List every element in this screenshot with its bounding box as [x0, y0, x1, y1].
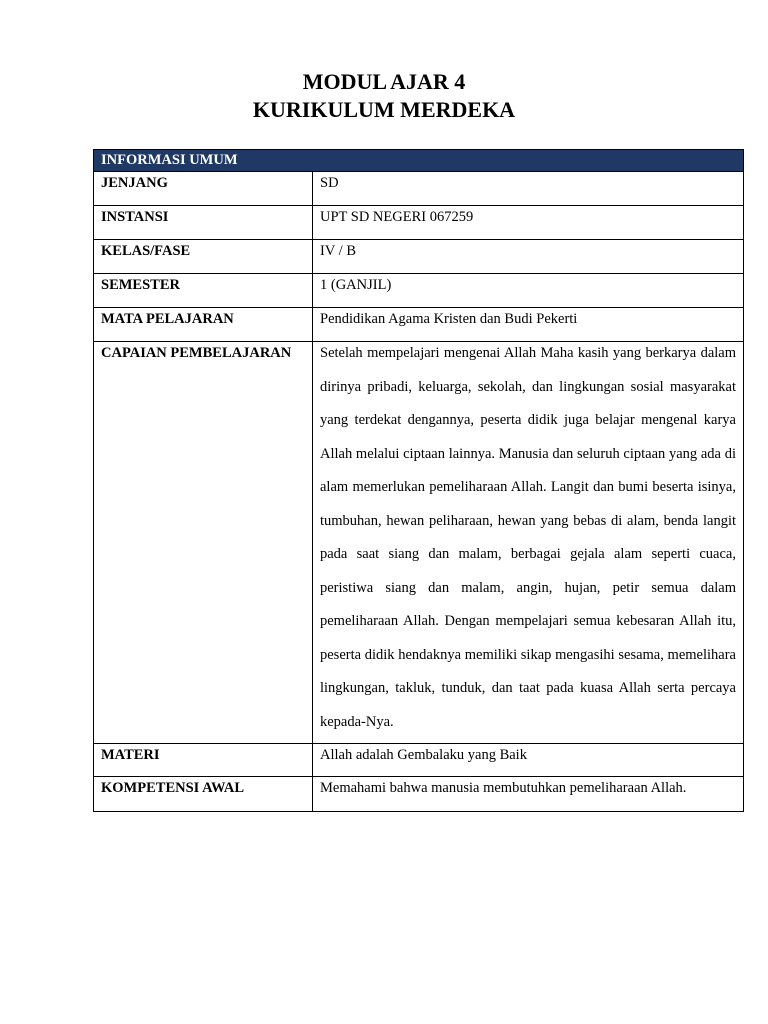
row-value-instansi: UPT SD NEGERI 067259	[313, 206, 744, 240]
document-title: MODUL AJAR 4	[302, 69, 466, 94]
table-header-row	[94, 150, 744, 172]
row-value-capaian-pembelajaran	[313, 342, 744, 744]
row-label-kompetensi-awal: KOMPETENSI AWAL	[94, 777, 313, 812]
table-header: INFORMASI UMUM	[94, 150, 744, 172]
row-label-kelas-fase: KELAS/FASE	[94, 240, 313, 274]
row-value-kompetensi-awal	[313, 777, 744, 812]
table-row	[94, 274, 744, 308]
row-label-capaian-pembelajaran: CAPAIAN PEMBELAJARAN	[94, 342, 313, 744]
capaian-paragraph: Setelah mempelajari mengenai Allah Maha kasih yang berkarya dalam dirinya pribadi, keluarga, sekolah, dan lingkungan sosial masyarakat yang terdekat dengannya, peserta didik juga belajar mengenal karya Allah melalui ciptaan lainnya. Manusia dan seluruh ciptaan yang ada di alam memerlukan pemeliharaan Allah. Langit dan bumi beserta isinya, tumbuhan, hewan peliharaan, hewan yang bebas di alam, benda langit pada saat siang dan malam, berbagai gejala alam seperti cuaca, peristiwa siang dan malam, angin, hujan, petir semua dalam pemeliharaan Allah. Dengan mempelajari semua kebesaran Allah itu, peserta didik hendaknya memiliki sikap mengasihi sesama, memelihara lingkungan, takluk, tunduk, dan taat pada kuasa Allah serta percaya kepada-Nya.	[320, 345, 736, 730]
row-label-mata-pelajaran: MATA PELAJARAN	[94, 308, 313, 342]
row-value-kelas-fase: IV / B	[313, 240, 744, 274]
general-info-table	[93, 149, 744, 812]
table-row	[94, 342, 744, 744]
table-row	[94, 240, 744, 274]
row-label-jenjang: JENJANG	[94, 172, 313, 206]
kompetensi-paragraph: Memahami bahwa manusia membutuhkan pemeliharaan Allah.	[320, 780, 687, 796]
row-label-materi: MATERI	[94, 744, 313, 777]
row-value-materi: Allah adalah Gembalaku yang Baik	[313, 744, 744, 777]
table-row	[94, 206, 744, 240]
table-row	[94, 777, 744, 812]
row-value-semester: 1 (GANJIL)	[313, 274, 744, 308]
table-row	[94, 172, 744, 206]
row-value-jenjang: SD	[313, 172, 744, 206]
document-subtitle: KURIKULUM MERDEKA	[252, 97, 516, 122]
row-label-semester: SEMESTER	[94, 274, 313, 308]
row-value-mata-pelajaran: Pendidikan Agama Kristen dan Budi Pekerti	[313, 308, 744, 342]
row-label-instansi: INSTANSI	[94, 206, 313, 240]
